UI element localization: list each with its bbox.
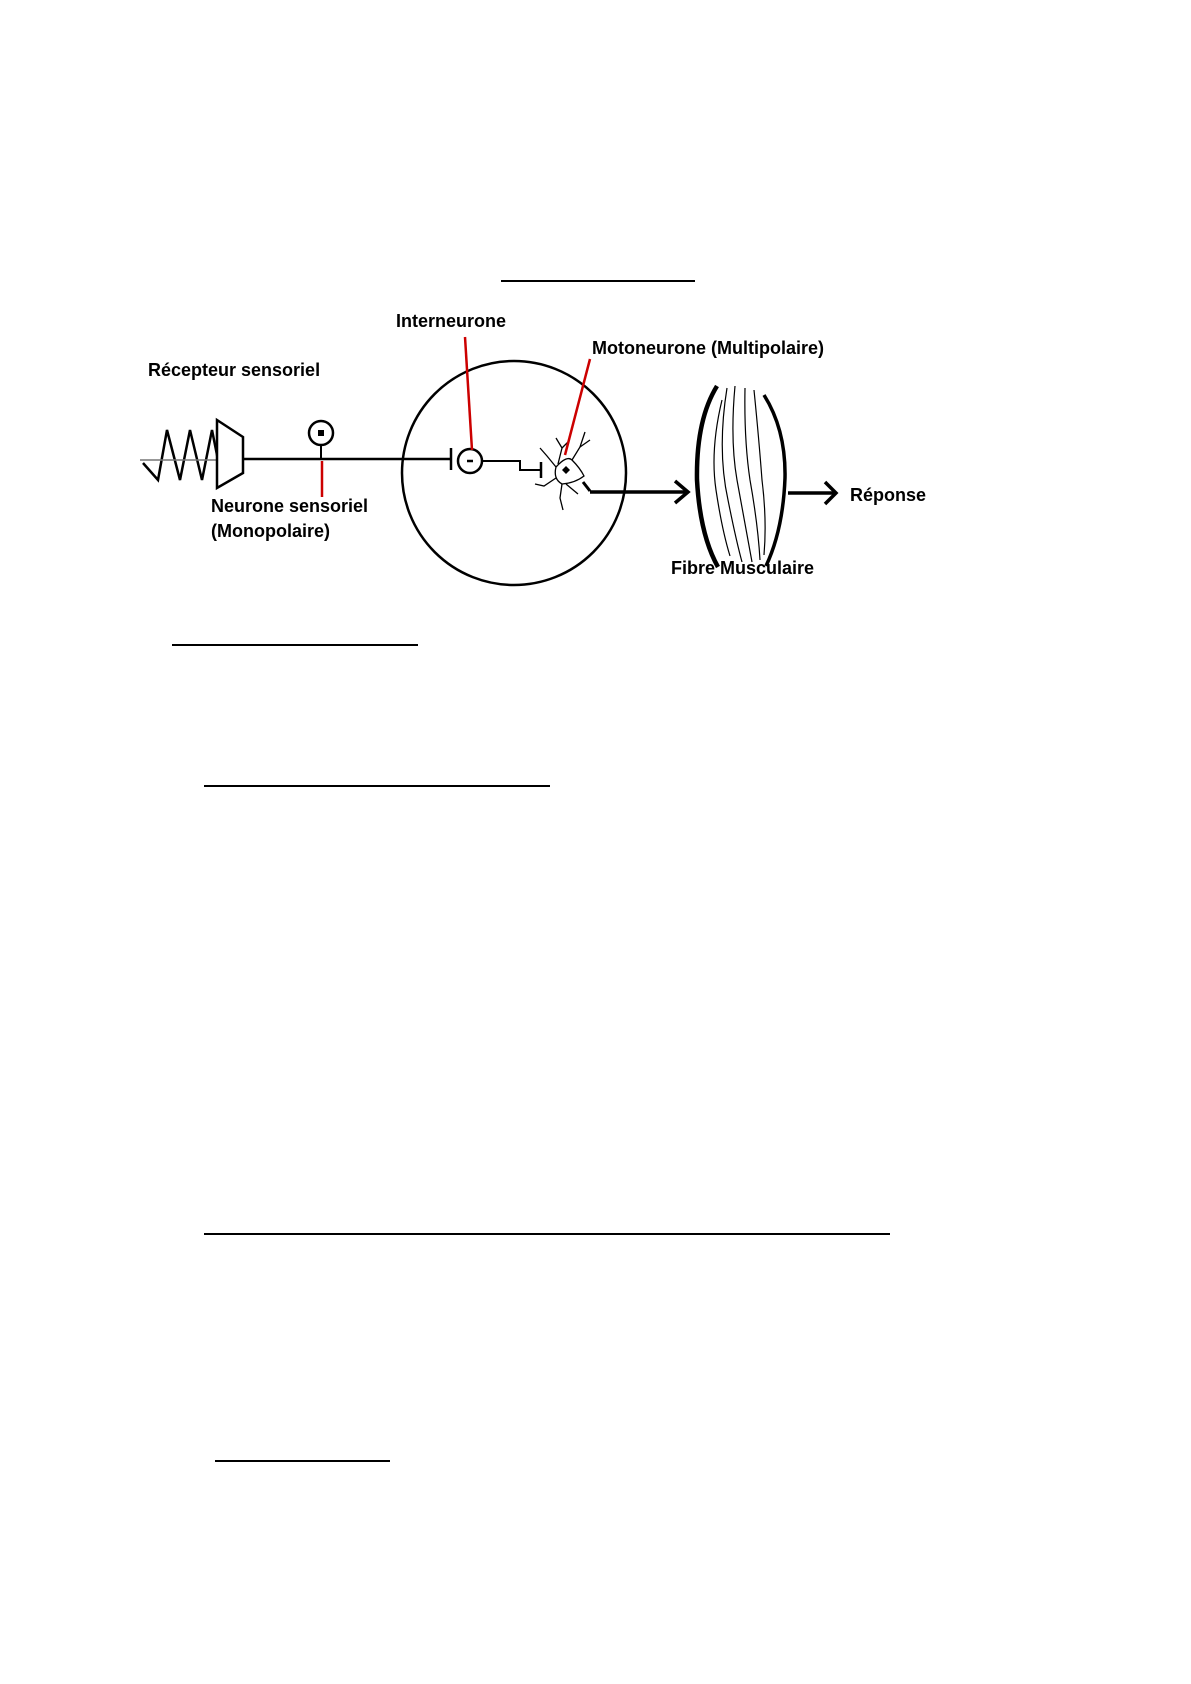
sensory-neuron-nucleus <box>318 430 324 436</box>
label-response: Réponse <box>850 485 927 505</box>
label-receptor: Récepteur sensoriel <box>148 360 321 380</box>
muscle-fiber <box>697 386 785 567</box>
stimulus-zigzag <box>143 430 222 480</box>
label-interneuron: Interneurone <box>396 311 507 331</box>
label-sensory-neuron: Neurone sensoriel <box>211 496 369 516</box>
label-muscle-fiber: Fibre Musculaire <box>671 558 815 578</box>
interneuron-leader-line <box>465 337 472 450</box>
interneuron-axon <box>482 461 540 470</box>
motoneuron-nucleus <box>562 466 570 474</box>
motoneuron-leader-line <box>565 359 590 455</box>
label-motoneuron: Motoneurone (Multipolaire) <box>592 338 824 358</box>
sensory-receptor-shape <box>217 420 243 488</box>
motor-axon <box>583 482 590 491</box>
spinal-cord-circle <box>402 361 626 585</box>
motoneuron-cell <box>535 432 590 510</box>
label-sensory-neuron-type: (Monopolaire) <box>211 521 330 541</box>
